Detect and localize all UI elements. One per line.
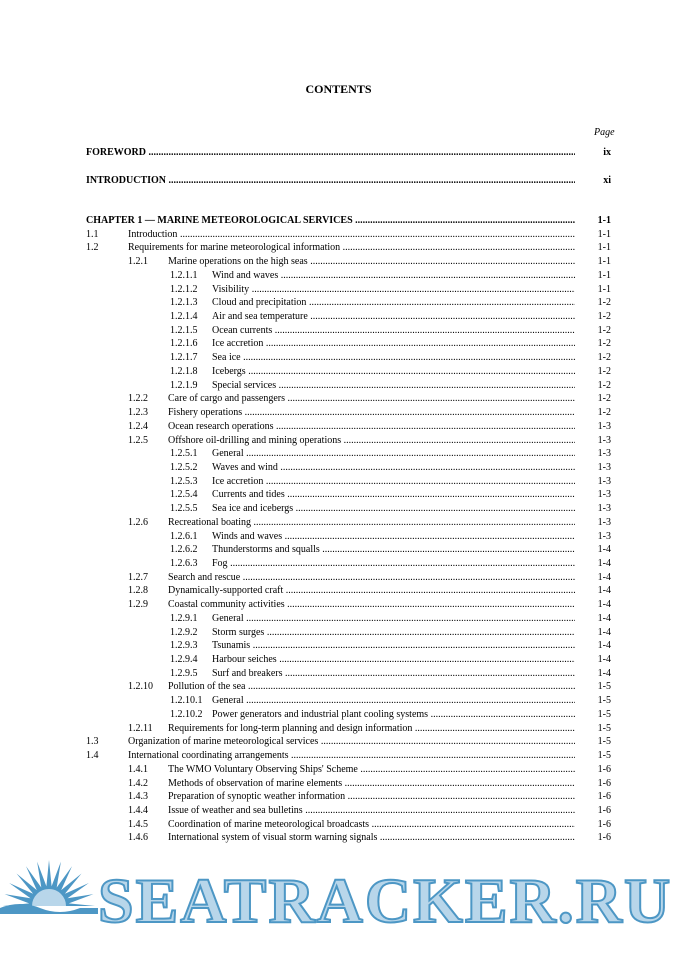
toc-entry-title: Ice accretion .....	[212, 476, 575, 488]
toc-entry-title: Issue of weather and sea bulletins .....	[168, 805, 575, 817]
toc-entry	[86, 407, 611, 419]
toc-entry-title: Ocean currents .....	[212, 325, 575, 337]
toc-entry	[86, 805, 611, 817]
toc-entry-number: 1.2.5.3	[170, 475, 198, 487]
toc-entry-number: 1.4.3	[128, 791, 148, 803]
toc-entry	[86, 380, 611, 392]
toc-entry	[86, 736, 611, 748]
toc-entry	[86, 338, 611, 350]
toc-entry-title: Icebergs .....	[212, 366, 575, 378]
toc-entry-title: The WMO Voluntary Observing Ships' Scheme .....	[168, 764, 575, 776]
toc-entry-page: 1-2	[597, 311, 611, 323]
toc-entry-page: 1-5	[597, 708, 611, 720]
toc-entry-page: 1-2	[597, 297, 611, 309]
toc-entry-number: 1.2.5	[128, 434, 148, 446]
toc-entry-number: 1.4.2	[128, 777, 148, 789]
toc-entry-title: Ice accretion .....	[212, 338, 575, 350]
toc-entry-page: 1-6	[597, 832, 611, 844]
toc-entry-title: Currents and tides .....	[212, 489, 575, 501]
toc-entry-number: 1.2.6.3	[170, 558, 198, 569]
toc-entry-page: 1-6	[597, 777, 611, 789]
toc-entry	[86, 723, 611, 735]
toc-entry-title: Sea ice and icebergs .....	[212, 503, 575, 515]
toc-entry-page: 1-5	[597, 681, 611, 693]
toc-entry-page: 1-3	[597, 461, 611, 473]
toc-entry	[86, 284, 611, 296]
toc-entry-number: 1.2.1.7	[170, 352, 198, 364]
toc-entry-title: Harbour seiches .....	[212, 654, 575, 666]
toc-entry	[86, 640, 611, 652]
toc-entry	[86, 325, 611, 337]
toc-entry-number: 1.2.5.4	[170, 489, 198, 501]
toc-entry-page: 1-5	[597, 750, 611, 762]
toc-entry	[86, 421, 611, 433]
toc-entry-title: Recreational boating .....	[168, 517, 575, 529]
toc-entry	[86, 531, 611, 543]
toc-entry-page: 1-4	[597, 558, 611, 569]
toc-entry-title: General .....	[212, 695, 575, 707]
toc-entry-number: 1.2.5.1	[170, 448, 198, 460]
toc-entry-number: 1.2.10	[128, 681, 153, 693]
toc-entry-title: Care of cargo and passengers .....	[168, 393, 575, 405]
toc-entry-page: 1-4	[597, 626, 611, 638]
toc-entry-page: 1-1	[597, 269, 611, 281]
toc-entry-number: 1.2.9.1	[170, 612, 198, 624]
toc-entry	[86, 778, 611, 790]
toc-entry	[86, 229, 611, 241]
toc-entry-title: Winds and waves .....	[212, 531, 575, 543]
toc-entry-title: Fog .....	[212, 558, 575, 570]
toc-entry-number: 1.4.5	[128, 818, 148, 830]
toc-entry-page: 1-4	[597, 612, 611, 624]
toc-entry-title: Search and rescue .....	[168, 572, 575, 584]
toc-entry-page: 1-2	[597, 338, 611, 350]
toc-entry	[86, 613, 611, 625]
page-title: CONTENTS	[305, 82, 372, 96]
toc-entry-page: 1-6	[597, 763, 611, 775]
toc-entry	[86, 147, 611, 159]
toc-entry-page: 1-3	[597, 503, 611, 515]
toc-entry-page: 1-6	[597, 804, 611, 816]
toc-entry	[86, 654, 611, 666]
toc-entry-title: Visibility .....	[212, 284, 575, 296]
toc-entry-number: 1.2.10.1	[170, 695, 203, 707]
toc-entry-page: 1-3	[597, 448, 611, 460]
toc-entry	[86, 242, 611, 254]
toc-entry-number: 1.2.8	[128, 585, 148, 597]
toc-entry-title: FOREWORD .....	[86, 147, 575, 159]
toc-entry-title: International system of visual storm warning signals .....	[168, 832, 575, 844]
toc-entry	[86, 572, 611, 584]
toc-entry-title: Thunderstorms and squalls .....	[212, 544, 575, 556]
toc-entry-number: 1.2.4	[128, 420, 148, 432]
toc-entry-page: 1-2	[597, 324, 611, 336]
toc-entry-page: ix	[603, 147, 611, 158]
toc-entry	[86, 832, 611, 844]
toc-entry	[86, 681, 611, 693]
toc-entry	[86, 558, 611, 570]
toc-entry	[86, 544, 611, 556]
toc-entry-title: Tsunamis .....	[212, 640, 575, 652]
toc-entry-number: 1.2.5.5	[170, 503, 198, 515]
toc-entry	[86, 668, 611, 680]
toc-entry-number: 1.2.1.1	[170, 269, 198, 281]
toc-entry-title: Cloud and precipitation .....	[212, 297, 575, 309]
toc-entry-title: Air and sea temperature .....	[212, 311, 575, 323]
toc-entry-title: Special services .....	[212, 380, 575, 392]
toc-entry-title: Sea ice .....	[212, 352, 575, 364]
toc-entry	[86, 311, 611, 323]
toc-entry-page: 1-4	[597, 654, 611, 666]
toc-entry-number: 1.2.1.4	[170, 311, 198, 323]
toc-entry-page: 1-6	[597, 791, 611, 803]
toc-entry	[86, 366, 611, 378]
toc-entry-page: 1-3	[597, 530, 611, 542]
toc-entry-page: 1-4	[597, 571, 611, 583]
toc-entry-title: General .....	[212, 448, 575, 460]
toc-entry-number: 1.2.2	[128, 393, 148, 405]
toc-entry-page: 1-2	[597, 407, 611, 419]
toc-entry-number: 1.2.1	[128, 256, 148, 268]
toc-entry-title: Requirements for long-term planning and design information .....	[168, 723, 575, 735]
toc-entry-page: 1-4	[597, 585, 611, 597]
toc-entry-page: 1-1	[597, 242, 611, 254]
toc-entry	[86, 709, 611, 721]
toc-entry	[86, 462, 611, 474]
toc-entry-page: 1-3	[597, 489, 611, 501]
toc-entry-number: 1.2.3	[128, 407, 148, 419]
toc-entry-title: Organization of marine meteorological services .....	[128, 736, 575, 748]
toc-entry-number: 1.2.1.5	[170, 324, 198, 336]
toc-entry-title: Coastal community activities .....	[168, 599, 575, 611]
toc-entry-page: 1-4	[597, 544, 611, 556]
toc-entry-title: Dynamically-supported craft .....	[168, 585, 575, 597]
toc-entry	[86, 599, 611, 611]
toc-entry-title: Fishery operations .....	[168, 407, 575, 419]
toc-entry-number: 1.2.9.4	[170, 654, 198, 666]
toc-entry	[86, 297, 611, 309]
toc-entry	[86, 448, 611, 460]
toc-entry-number: 1.2.1.6	[170, 338, 198, 350]
toc-entry	[86, 270, 611, 282]
toc-entry	[86, 750, 611, 762]
toc-entry-page: 1-6	[597, 818, 611, 830]
toc-entry-number: 1.2.1.9	[170, 379, 198, 391]
toc-entry-number: 1.2.11	[128, 722, 153, 734]
toc-entry-number: 1.4.4	[128, 804, 148, 816]
toc-entry-number: 1.2.9.5	[170, 667, 198, 679]
toc-entry-title: Surf and breakers .....	[212, 668, 575, 680]
toc-entry-page: xi	[603, 175, 611, 186]
toc-entry-title: International coordinating arrangements .....	[128, 750, 575, 762]
toc-entry-page: 1-2	[597, 352, 611, 364]
toc-entry-number: 1.2.9.3	[170, 640, 198, 652]
toc-entry-title: General .....	[212, 613, 575, 625]
toc-entry-number: 1.2.9	[128, 599, 148, 611]
toc-entry-page: 1-2	[597, 393, 611, 405]
toc-entry	[86, 352, 611, 364]
toc-entry-title: Preparation of synoptic weather information .....	[168, 791, 575, 803]
toc-entry	[86, 517, 611, 529]
toc-entry	[86, 476, 611, 488]
toc-entry-title: Methods of observation of marine elements .....	[168, 778, 575, 790]
toc-entry-title: CHAPTER 1 — MARINE METEOROLOGICAL SERVICES .....	[86, 215, 575, 227]
toc-entry-title: Pollution of the sea .....	[168, 681, 575, 693]
toc-entry-number: 1.2.1.8	[170, 365, 198, 377]
toc-entry	[86, 503, 611, 515]
toc-entry	[86, 215, 611, 227]
toc-entry-title: Ocean research operations .....	[168, 421, 575, 433]
toc-entry-number: 1.2.10.2	[170, 708, 203, 720]
toc-entry-page: 1-1	[597, 256, 611, 268]
toc-entry-title: Introduction .....	[128, 229, 575, 241]
toc-entry-number: 1.2.7	[128, 571, 148, 583]
toc-entry-number: 1.2	[86, 242, 99, 254]
toc-entry-title: Waves and wind .....	[212, 462, 575, 474]
toc-entry-page: 1-3	[597, 516, 611, 528]
page-column-label: Page	[594, 127, 615, 138]
toc-entry-number: 1.2.6	[128, 516, 148, 528]
toc-entry-title: Power generators and industrial plant cooling systems .....	[212, 709, 575, 721]
toc-entry-title: Offshore oil-drilling and mining operations .....	[168, 435, 575, 447]
toc-entry-page: 1-1	[597, 283, 611, 295]
toc-entry	[86, 393, 611, 405]
toc-entry-number: 1.2.1.3	[170, 297, 198, 309]
toc-entry	[86, 585, 611, 597]
toc-entry	[86, 435, 611, 447]
toc-entry-number: 1.2.6.1	[170, 530, 198, 542]
toc-entry-number: 1.4	[86, 750, 99, 762]
toc-entry	[86, 695, 611, 707]
toc-entry	[86, 627, 611, 639]
toc-entry-page: 1-3	[597, 475, 611, 487]
toc-entry-title: Requirements for marine meteorological information .....	[128, 242, 575, 254]
toc-entry-number: 1.2.1.2	[170, 283, 198, 295]
toc-entry-number: 1.1	[86, 228, 99, 240]
toc-entry-page: 1-2	[597, 379, 611, 391]
toc-entry-number: 1.4.1	[128, 763, 148, 775]
toc-entry-page: 1-4	[597, 640, 611, 652]
toc-entry	[86, 791, 611, 803]
toc-entry-page: 1-4	[597, 667, 611, 679]
toc-entry-page: 1-4	[597, 599, 611, 611]
toc-entry-title: Coordination of marine meteorological broadcasts .....	[168, 819, 575, 831]
toc-entry-number: 1.2.5.2	[170, 461, 198, 473]
toc-entry	[86, 489, 611, 501]
toc-entry	[86, 175, 611, 187]
toc-entry-page: 1-1	[597, 228, 611, 240]
sun-icon	[0, 852, 98, 956]
toc-entry-page: 1-3	[597, 420, 611, 432]
toc-entry	[86, 819, 611, 831]
toc-entry-title: Wind and waves .....	[212, 270, 575, 282]
toc-entry-page: 1-5	[597, 736, 611, 748]
toc-entry-page: 1-5	[597, 722, 611, 734]
toc-entry	[86, 256, 611, 268]
toc-entry-number: 1.3	[86, 736, 99, 748]
toc-entry-number: 1.2.9.2	[170, 626, 198, 638]
toc-entry-title: Storm surges .....	[212, 627, 575, 639]
toc-entry-title: INTRODUCTION .....	[86, 175, 575, 187]
toc-entry-number: 1.2.6.2	[170, 544, 198, 556]
toc-entry	[86, 764, 611, 776]
watermark-text: SEATRACKER.RU	[98, 865, 673, 936]
toc-entry-page: 1-5	[597, 695, 611, 707]
toc-entry-page: 1-2	[597, 365, 611, 377]
toc-entry-number: 1.4.6	[128, 832, 148, 844]
toc-entry-page: 1-3	[597, 434, 611, 446]
toc-entry-page: 1-1	[597, 215, 611, 226]
toc-entry-title: Marine operations on the high seas .....	[168, 256, 575, 268]
